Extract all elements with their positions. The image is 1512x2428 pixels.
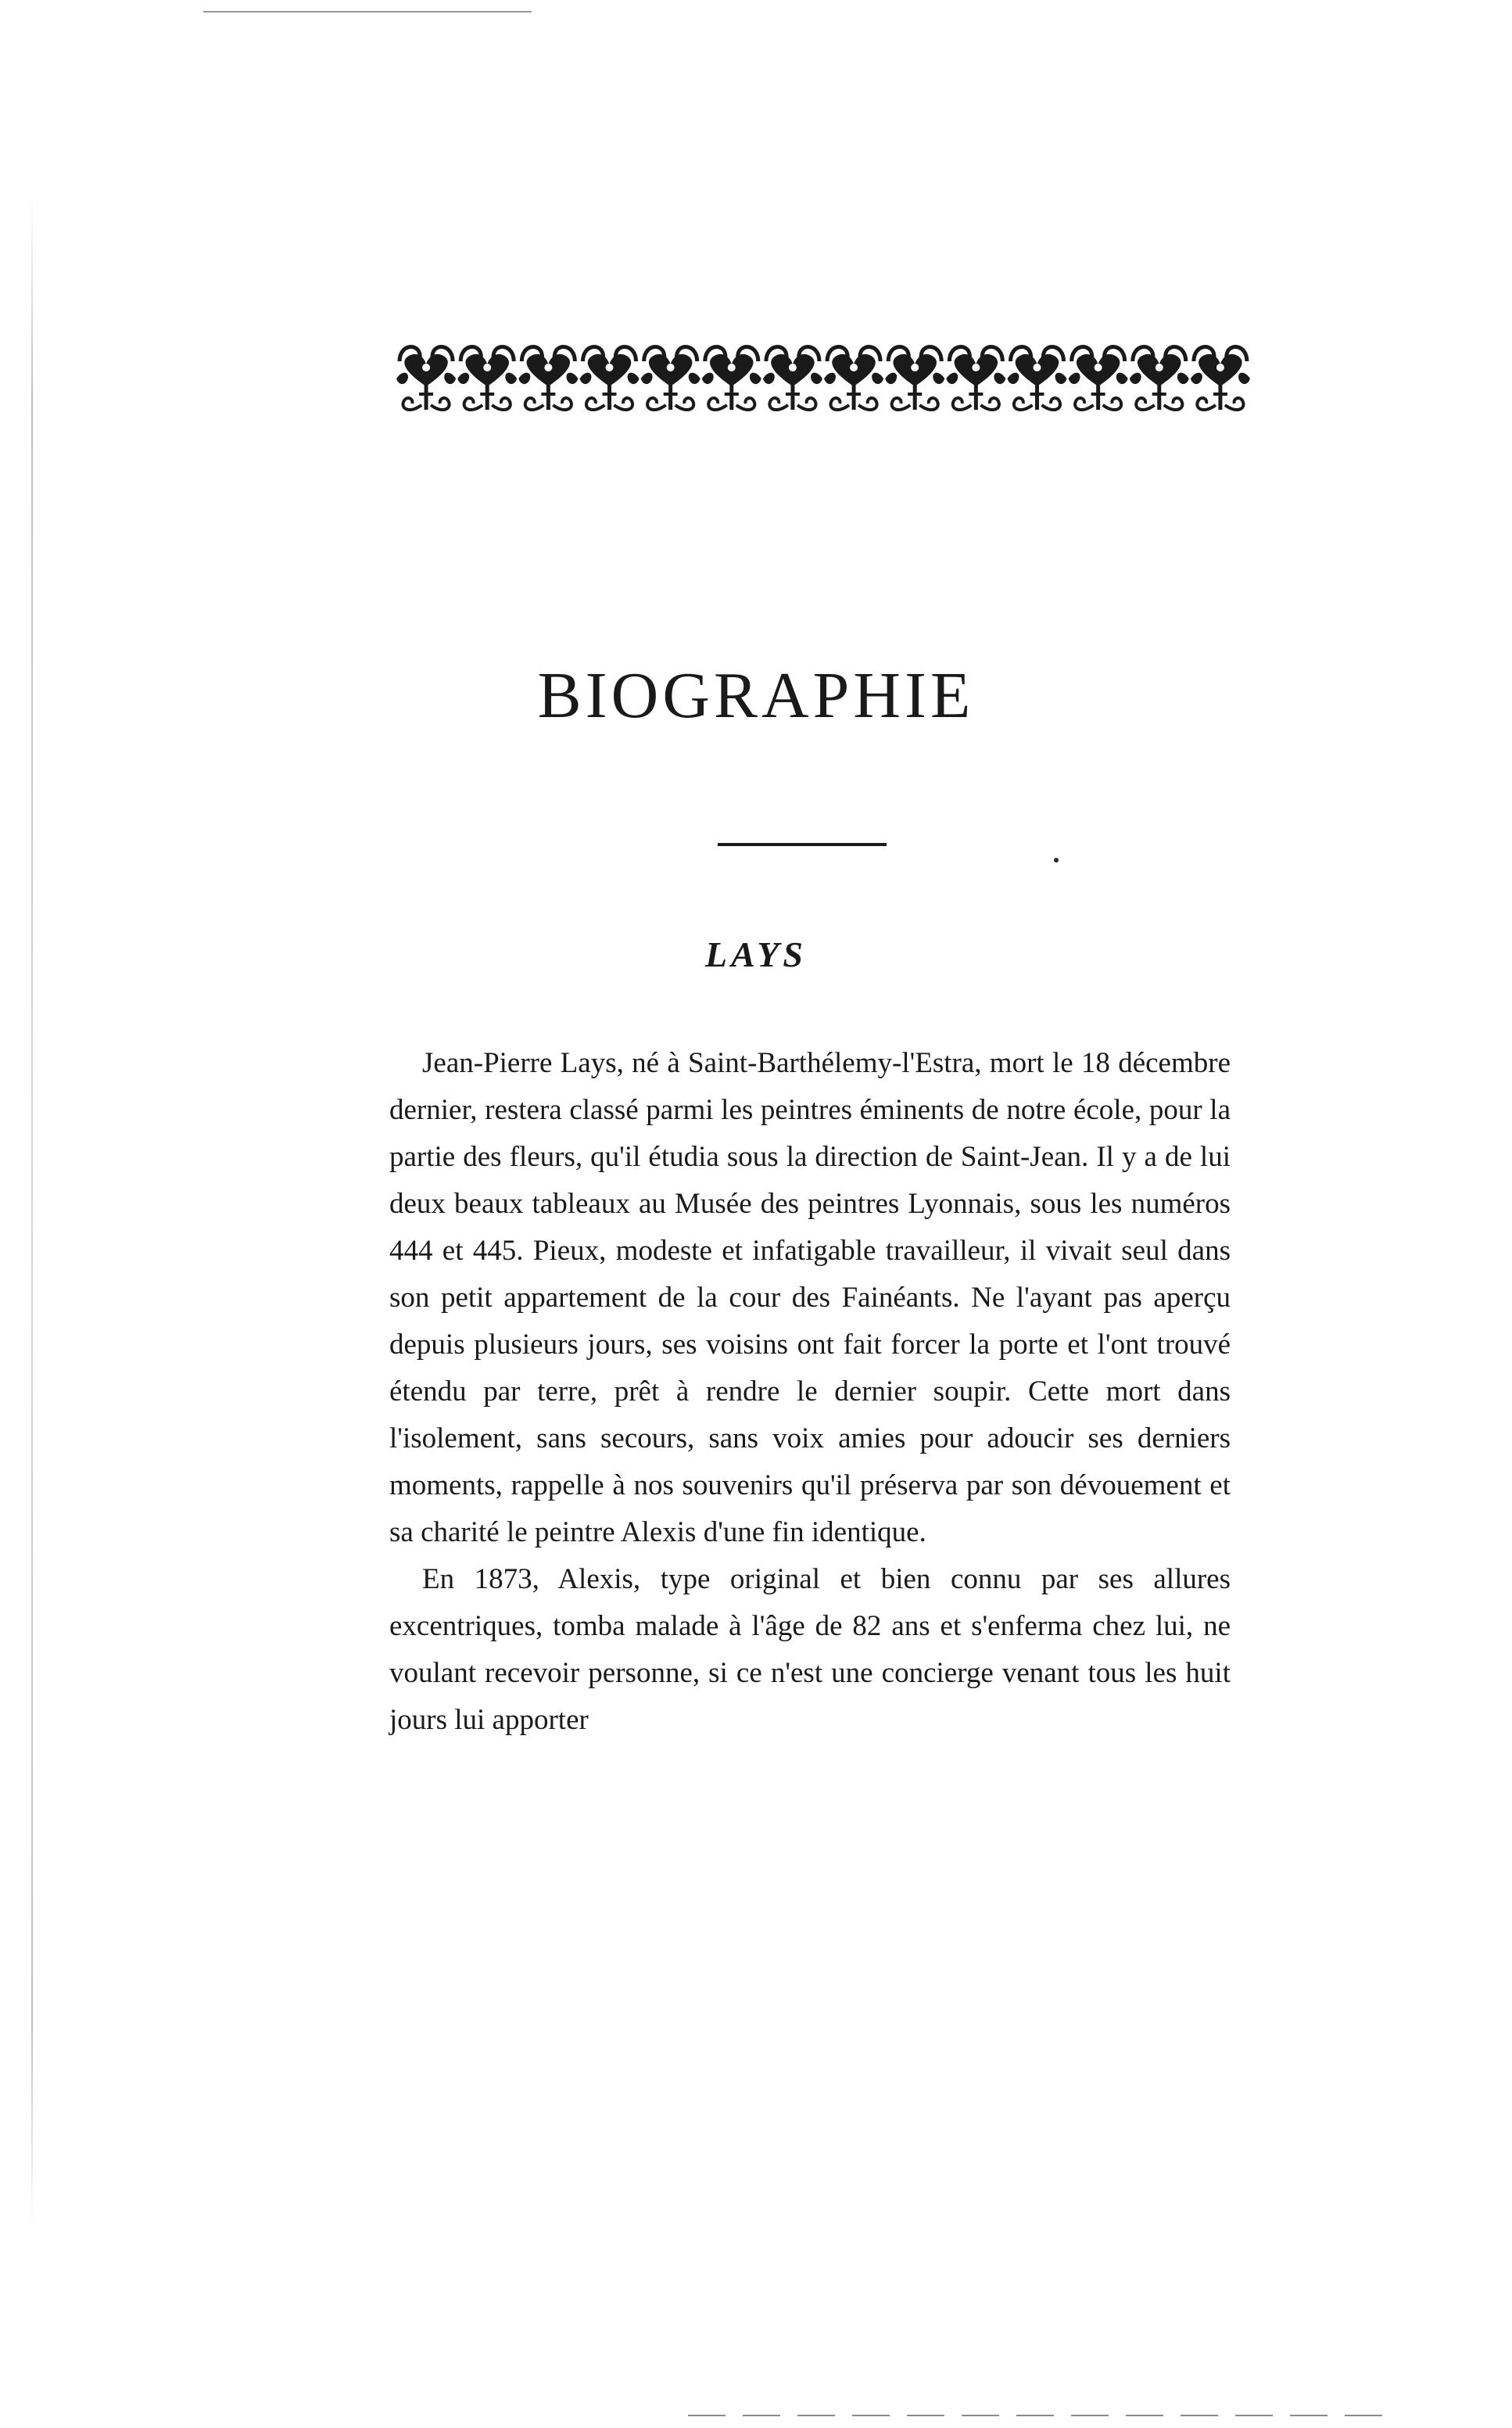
- fleuron-motif: [518, 347, 578, 411]
- fleuron-motif: [1069, 347, 1128, 411]
- fleuron-motif: [641, 347, 700, 411]
- fleuron-motif: [1008, 347, 1067, 411]
- fleuron-motif: [702, 347, 761, 411]
- scan-artifact-edge: [31, 195, 33, 2229]
- paragraph: Jean-Pierre Lays, né à Saint-Barthélemy-l'Estra, mort le 18 décembre dernier, restera classé parmi les peintres éminents de notre école, pour la partie des fleurs, qu'il étudia sous la direction de Saint-Jean. Il y a de lui deux beaux tableaux au Musée des peintres Lyonnais, sous les numéros 444 et 445. Pieux, modeste et infatigable travailleur, il vivait seul dans son petit appartement de la cour des Fainéants. Ne l'ayant pas aperçu depuis plusieurs jours, ses voisins ont fait forcer la porte et l'ont trouvé étendu par terre, prêt à rendre le dernier soupir. Cette mort dans l'isolement, sans secours, sans voix amies pour adoucir ses derniers moments, rappelle à nos souvenirs qu'il préserva par son dévouement et sa charité le peintre Alexis d'une fin identique.: [389, 1047, 1231, 1548]
- body-text: [389, 1040, 1231, 1744]
- fleuron-band-icon: [396, 338, 1251, 422]
- fleuron-motif: [457, 347, 517, 411]
- fleuron-motif: [1191, 347, 1250, 411]
- paragraph: En 1873, Alexis, type original et bien connu par ses allures excentriques, tomba malade à l'âge de 82 ans et s'enferma chez lui, ne voulant recevoir personne, si ce n'est une concierge venant tous les huit jours lui apporter: [389, 1563, 1231, 1736]
- fleuron-motif: [885, 347, 944, 411]
- title-divider: [718, 843, 887, 846]
- scan-artifact-dashes: [688, 2415, 1392, 2416]
- section-heading: LAYS: [705, 934, 807, 974]
- scan-artifact-rule: [203, 11, 532, 13]
- page-title: BIOGRAPHIE: [537, 659, 975, 732]
- ink-speck: [1054, 858, 1059, 863]
- fleuron-motif: [1130, 347, 1189, 411]
- fleuron-motif: [396, 347, 456, 411]
- fleuron-motif: [763, 347, 822, 411]
- fleuron-motif: [946, 347, 1005, 411]
- fleuron-motif: [824, 347, 883, 411]
- fleuron-motif: [580, 347, 640, 411]
